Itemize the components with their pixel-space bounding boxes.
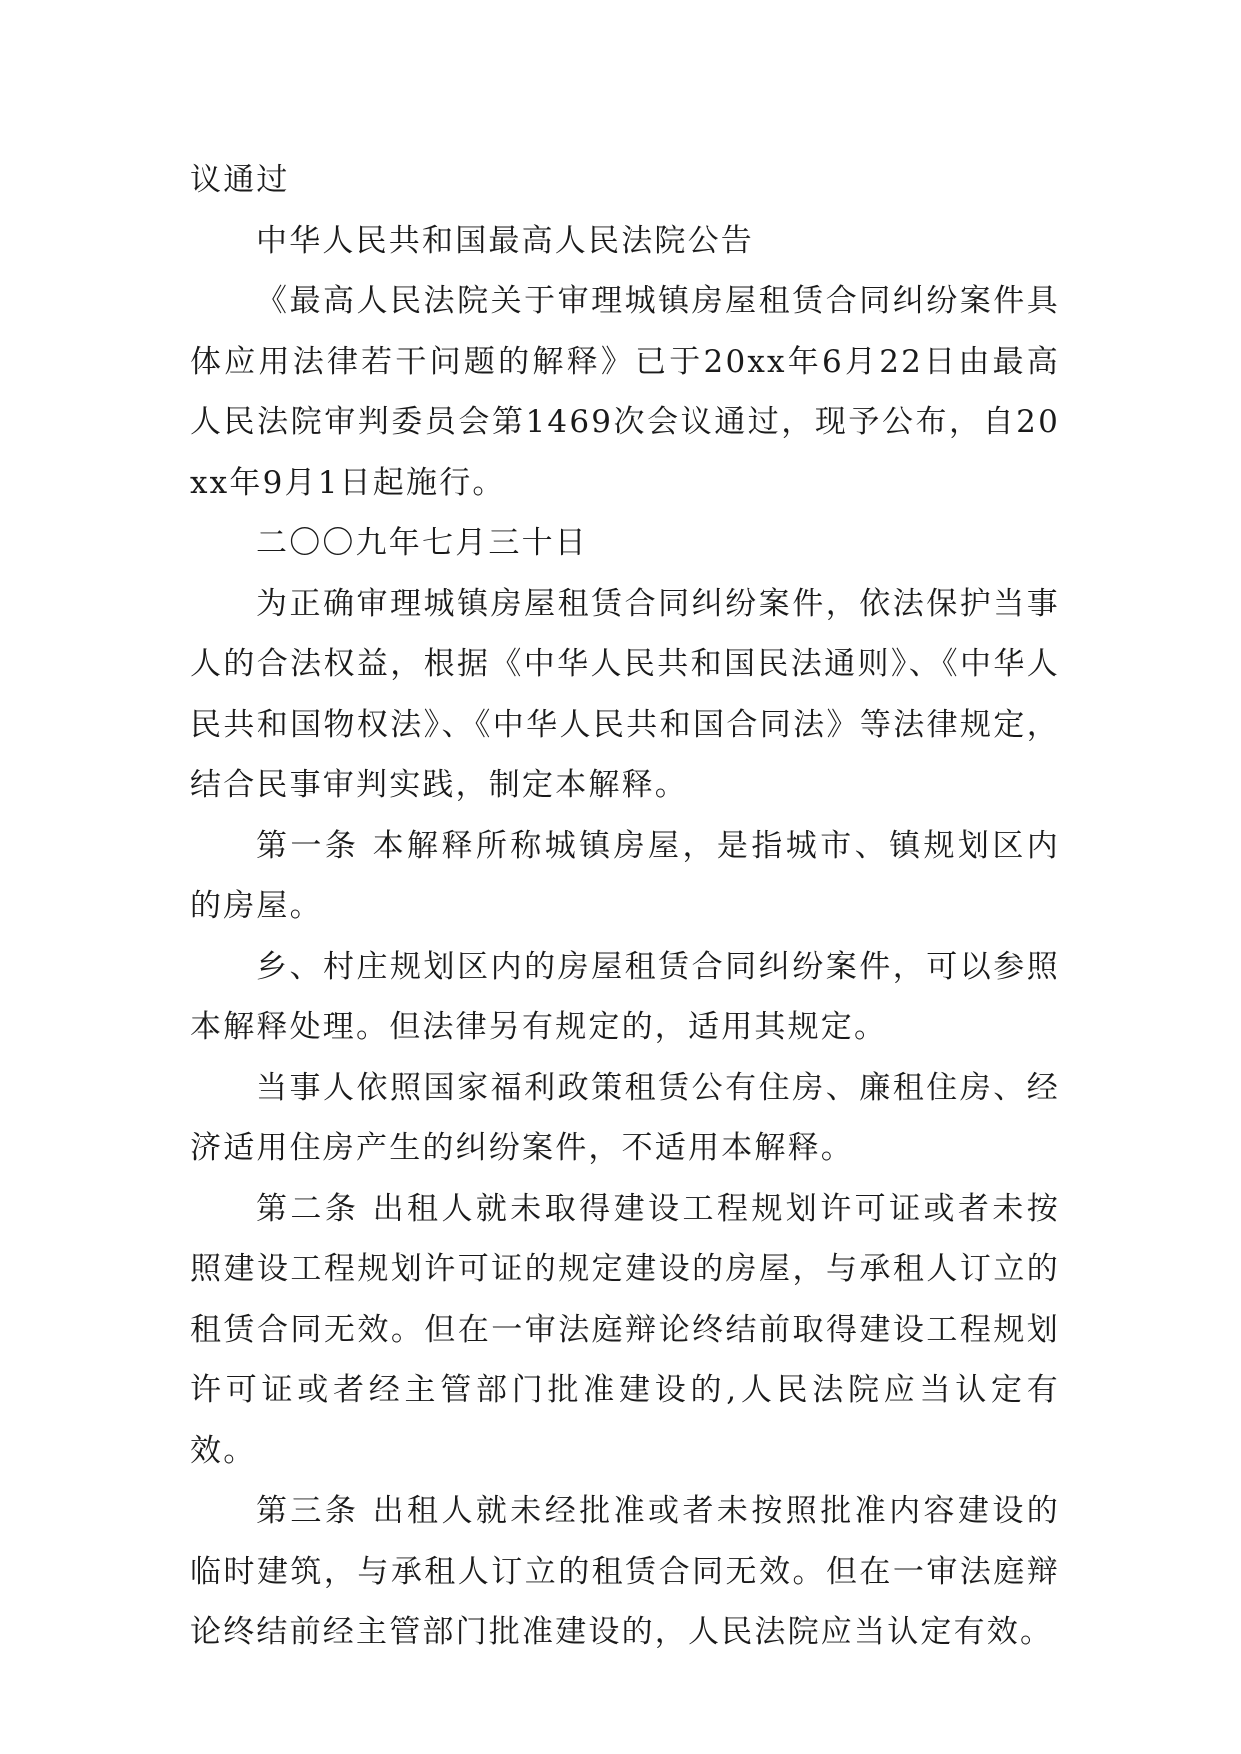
paragraph-article-2: 第二条 出租人就未取得建设工程规划许可证或者未按照建设工程规划许可证的规定建设的房屋，与承租人订立的租赁合同无效。但在一审法庭辩论终结前取得建设工程规划许可证或者经主管部门批准建设的,人民法院应当认定有效。 <box>190 1190 1060 1469</box>
paragraph-article-1: 第一条 本解释所称城镇房屋，是指城市、镇规划区内的房屋。 <box>190 827 1060 924</box>
document-body <box>190 150 1060 1663</box>
paragraph-article-1-clause-2: 乡、村庄规划区内的房屋租赁合同纠纷案件，可以参照本解释处理。但法律另有规定的，适用其规定。 <box>190 948 1060 1045</box>
paragraph-announcement-body: 《最高人民法院关于审理城镇房屋租赁合同纠纷案件具体应用法律若干问题的解释》已于20xx年6月22日由最高人民法院审判委员会第1469次会议通过，现予公布，自20xx年9月1日起施行。 <box>190 283 1060 501</box>
paragraph-article-3: 第三条 出租人就未经批准或者未按照批准内容建设的临时建筑，与承租人订立的租赁合同无效。但在一审法庭辩论终结前经主管部门批准建设的，人民法院应当认定有效。 <box>190 1493 1060 1650</box>
paragraph-preamble: 为正确审理城镇房屋租赁合同纠纷案件，依法保护当事人的合法权益，根据《中华人民共和国民法通则》、《中华人民共和国物权法》、《中华人民共和国合同法》等法律规定，结合民事审判实践，制定本解释。 <box>190 585 1060 803</box>
paragraph-continuation: 议通过 <box>190 162 290 198</box>
paragraph-article-1-clause-3: 当事人依照国家福利政策租赁公有住房、廉租住房、经济适用住房产生的纠纷案件，不适用本解释。 <box>190 1069 1060 1166</box>
paragraph-date: 二〇〇九年七月三十日 <box>256 525 588 561</box>
paragraph-announcement-title: 中华人民共和国最高人民法院公告 <box>256 222 754 259</box>
